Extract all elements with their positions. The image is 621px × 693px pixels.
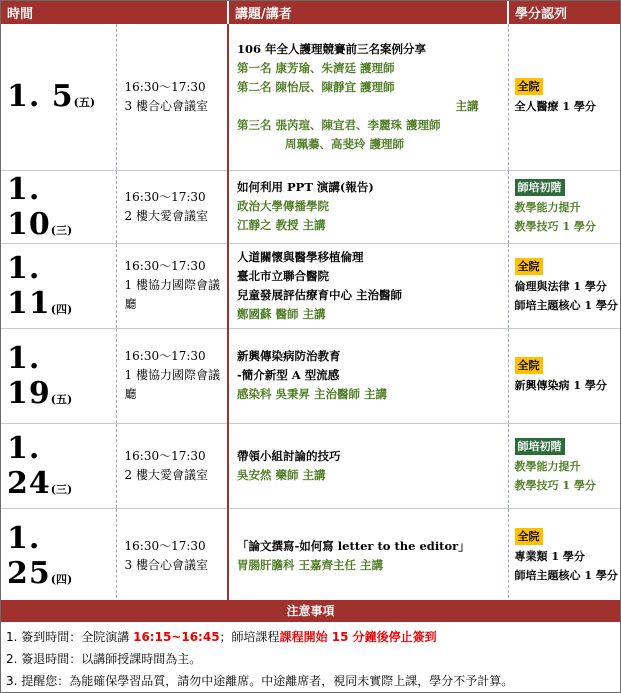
topic-cell [228, 508, 508, 603]
speaker-line: 胃腸肝膽科 王嘉齊主任 主講 [237, 557, 384, 572]
topic-title: 人道關懷與醫學移植倫理 [237, 249, 364, 264]
credit-cell [508, 24, 620, 170]
date-cell [1, 423, 116, 508]
topic-title: 如何利用 PPT 演講(報告) [237, 180, 374, 194]
time-range: 16:30～17:30 [124, 189, 206, 204]
speaker-line: 周珮蓁、高斐玲 護理師 [285, 136, 405, 151]
header-time: 時間 [1, 0, 228, 24]
note-1-text-b: ；師培課程 [219, 630, 280, 644]
date-value: 1. 24 [7, 430, 51, 501]
topic-title: 106 年全人護理競賽前三名案例分享 [237, 41, 427, 56]
table-row [1, 170, 620, 243]
venue: 2 樓大愛會議室 [124, 208, 208, 223]
header-topic: 講題/講者 [228, 0, 508, 24]
topic-cell [228, 423, 508, 508]
schedule-table [1, 0, 620, 604]
table-row [1, 24, 620, 170]
credit-line: 新興傳染病 1 學分 [514, 379, 607, 392]
speaker-line: 第三名 張芮瑄、陳宜君、李麗珠 護理師 [237, 117, 441, 132]
topic-title: 新興傳染病防治教育 [237, 349, 341, 363]
table-row [1, 508, 620, 603]
time-range: 16:30～17:30 [124, 538, 206, 553]
header-credit: 學分認列 [508, 0, 620, 24]
table-header-row [1, 0, 620, 24]
note-1-time: 16:15~16:45 [133, 630, 220, 644]
note-1-warning: 課程開始 15 分鐘後停止簽到 [279, 630, 437, 644]
time-location-cell [116, 423, 228, 508]
credit-line: 倫理與法律 1 學分 [514, 279, 607, 293]
time-location-cell [116, 243, 228, 328]
weekday: (五) [73, 96, 96, 110]
date-value: 1. 25 [7, 520, 51, 591]
topic-cell [228, 24, 508, 170]
time-location-cell [116, 328, 228, 423]
venue: 3 樓合心會議室 [124, 557, 208, 572]
topic-title: -簡介新型 A 型流感 [237, 368, 340, 382]
date-value: 1. 11 [7, 250, 51, 321]
weekday: (四) [50, 572, 73, 586]
audience-badge: 全院 [515, 78, 543, 95]
speaker-line: 鄭國蘇 醫師 主講 [237, 306, 326, 321]
date-cell [1, 170, 116, 243]
note-item-3: 3. 提醒您：為能確保學習品質，請勿中途離席。中途離席者，視同未實際上課，學分不予計算。 [6, 674, 514, 688]
credit-line: 教學技巧 1 學分 [514, 478, 596, 492]
schedule-rows [1, 24, 620, 603]
speaker-line: 第二名 陳怡辰、陳靜宜 護理師 [237, 79, 395, 94]
table-row [1, 423, 620, 508]
date-value: 1. 10 [7, 171, 51, 242]
credit-line: 教學能力提升 [514, 459, 581, 473]
credit-cell [508, 170, 620, 243]
date-cell [1, 243, 116, 328]
date-cell [1, 508, 116, 603]
credit-cell [508, 243, 620, 328]
venue: 3 樓合心會議室 [124, 98, 208, 113]
audience-badge: 師培初階 [515, 179, 565, 196]
date-value: 1. 5 [7, 79, 74, 115]
topic-cell [228, 243, 508, 328]
credit-line: 教學能力提升 [514, 200, 581, 214]
speaker-line: 政治大學傳播學院 [237, 199, 330, 213]
topic-title: 帶領小組討論的技巧 [237, 448, 341, 463]
date-cell [1, 24, 116, 170]
venue: 1 樓協力國際會議廳 [124, 278, 220, 311]
date-value: 1. 19 [7, 340, 51, 411]
time-range: 16:30～17:30 [124, 79, 206, 94]
credit-cell [508, 423, 620, 508]
notes-header: 注意事項 [1, 600, 620, 622]
time-location-cell [116, 170, 228, 243]
speaker-line: 吳安然 藥師 主講 [237, 467, 326, 482]
credit-line: 師培主題核心 1 學分 [514, 568, 618, 582]
weekday: (三) [50, 482, 73, 496]
credit-line: 教學技巧 1 學分 [514, 219, 596, 233]
topic-title: 臺北市立聯合醫院 [237, 268, 330, 283]
weekday: (五) [50, 392, 73, 406]
note-item-2: 2. 簽退時間：以講師授課時間為主。 [6, 652, 202, 666]
venue: 1 樓協力國際會議廳 [124, 368, 220, 401]
credit-cell [508, 328, 620, 423]
audience-badge: 全院 [515, 357, 543, 374]
credit-cell [508, 508, 620, 603]
speaker-line: 江靜之 教授 主講 [237, 218, 326, 232]
speaker-role: 主講 [455, 98, 479, 113]
credit-line: 專業類 1 學分 [514, 549, 585, 563]
weekday: (三) [50, 223, 73, 237]
credit-line: 師培主題核心 1 學分 [514, 298, 618, 312]
venue: 2 樓大愛會議室 [124, 467, 208, 482]
time-range: 16:30～17:30 [124, 349, 206, 363]
audience-badge: 全院 [515, 258, 543, 275]
time-location-cell [116, 508, 228, 603]
table-row [1, 328, 620, 423]
audience-badge: 全院 [515, 528, 543, 545]
speaker-line: 感染科 吳秉昇 主治醫師 主講 [237, 387, 388, 401]
table-row [1, 243, 620, 328]
date-cell [1, 328, 116, 423]
topic-title: 「論文撰寫-如何寫 letter to the editor」 [237, 538, 470, 553]
topic-cell [228, 328, 508, 423]
notes-list [6, 626, 618, 692]
credit-line: 全人醫療 1 學分 [514, 100, 596, 114]
note-item-1 [6, 626, 618, 648]
speaker-line: 第一名 康芳瑜、朱濟廷 護理師 [237, 60, 395, 75]
topic-cell [228, 170, 508, 243]
note-1-text: 1. 簽到時間：全院演講 [6, 630, 134, 644]
time-range: 16:30～17:30 [124, 448, 206, 463]
audience-badge: 師培初階 [515, 438, 565, 455]
topic-title: 兒童發展評估療育中心 主治醫師 [237, 287, 403, 302]
time-location-cell [116, 24, 228, 170]
weekday: (四) [50, 302, 73, 316]
time-range: 16:30～17:30 [124, 259, 206, 273]
